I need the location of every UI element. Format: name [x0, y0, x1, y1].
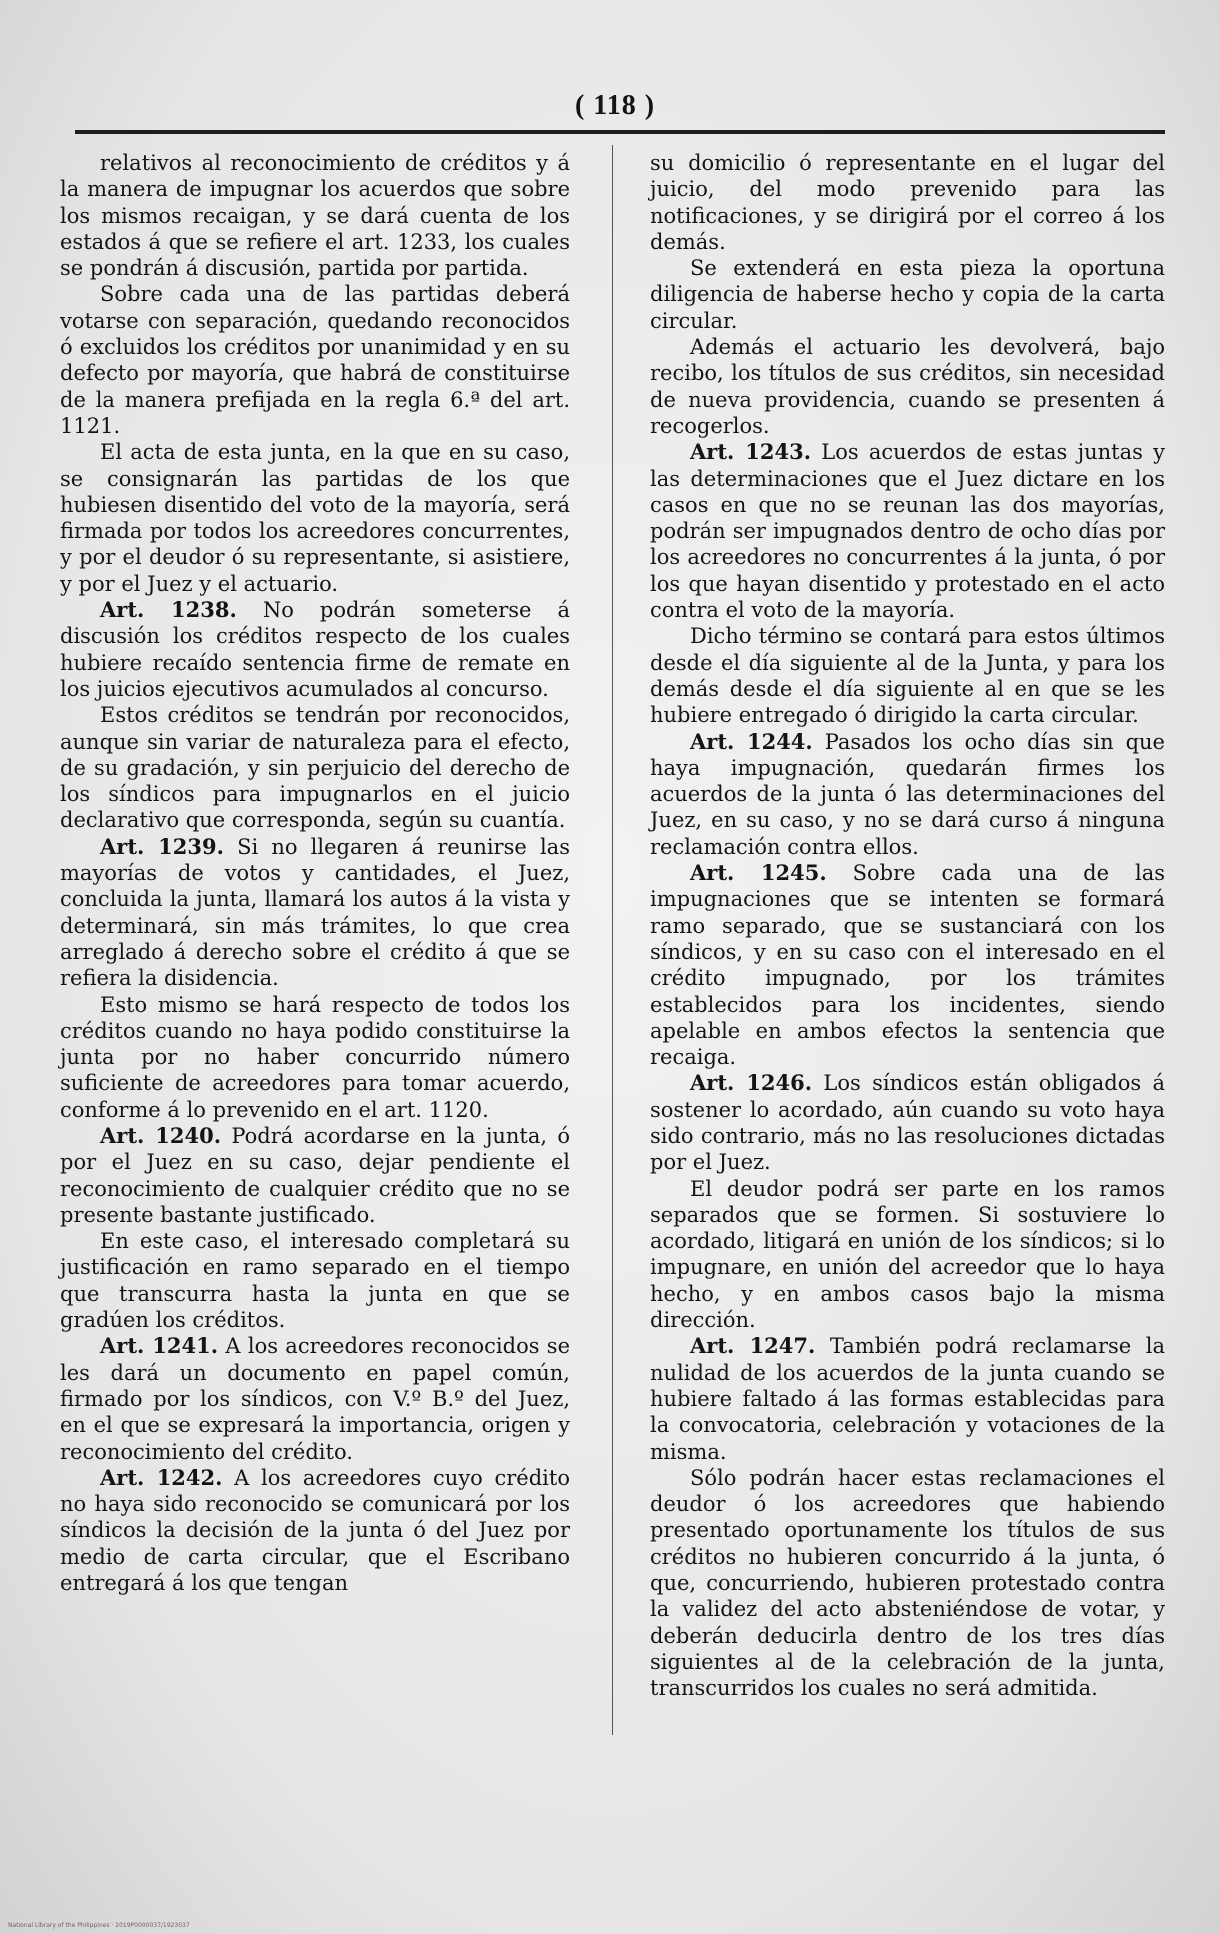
paragraph — [650, 1333, 1165, 1464]
article-number: Art. 1243. — [690, 439, 812, 465]
paragraph-text: Estos créditos se tendrán por reconocidos, aunque sin variar de naturaleza para el efecto, de su gradación, y sin perjuicio del derecho de los síndicos para impugnarlos en el juicio declarativo que corresponda, según su cuantía. — [60, 703, 570, 833]
paragraph — [650, 1465, 1165, 1702]
header-rule — [75, 130, 1165, 134]
paragraph-text: Dicho término se contará para estos últimos desde el día siguiente al de la Junta, y para los demás desde el día siguiente al en que se les hubiere entregado ó dirigido la carta circular. — [650, 624, 1165, 728]
paragraph-text: El deudor podrá ser parte en los ramos separados que se formen. Si sostuviere lo acordado, litigará en unión de los síndicos; si lo impugnare, en unión del acreedor que lo haya hecho, y en ambos casos bajo la misma dirección. — [650, 1176, 1165, 1333]
page-header — [70, 88, 1160, 128]
article-number: Art. 1242. — [100, 1464, 223, 1490]
paragraph — [60, 1465, 570, 1596]
paragraph-text: A los acreedores reconocidos se les dará un documento en papel común, firmado por los síndicos, con V.º B.º del Juez, en el que se expresará la importancia, origen y reconocimiento del crédito. — [60, 1334, 570, 1464]
article-number: Art. 1244. — [690, 728, 813, 754]
paragraph — [650, 623, 1165, 728]
paragraph-text: También podrá reclamarse la nulidad de los acuerdos de la junta cuando se hubiere faltado á las formas establecidas para la convocatoria, celebración y votaciones de la misma. — [650, 1334, 1165, 1464]
paragraph-text: Sobre cada una de las impugnaciones que se intenten se formará ramo separado, que se sustanciará con los síndicos, y en su caso con el interesado en el crédito impugnado, por los trámites establecidos para los incidentes, siendo apelable en ambos efectos la sentencia que recaiga. — [650, 861, 1165, 1070]
paragraph — [60, 992, 570, 1123]
article-number: Art. 1247. — [690, 1333, 816, 1359]
column-divider — [612, 145, 613, 1735]
page-number: ( 118 ) — [574, 90, 656, 121]
paragraph-text: No podrán someterse á discusión los créditos respecto de los cuales hubiere recaído sentencia firme de remate en los juicios ejecutivos acumulados al concurso. — [60, 598, 570, 701]
paragraph — [60, 702, 570, 833]
paragraph — [60, 1333, 570, 1464]
paragraph — [60, 1123, 570, 1228]
article-number: Art. 1238. — [100, 597, 237, 623]
paragraph-text: Sobre cada una de las partidas deberá votarse con separación, quedando reconocidos ó excluidos los créditos por unanimidad y en su defecto por mayoría, que habrá de constituirse de la manera prefijada en la regla 6.ª del art. 1121. — [60, 282, 570, 438]
paragraph-text: Pasados los ocho días sin que haya impugnación, quedarán firmes los acuerdos de la junta ó las determinaciones del Juez, en su caso, y no se dará curso á ninguna reclamación contra ellos. — [650, 729, 1165, 859]
paragraph — [60, 834, 570, 992]
paragraph-text: Esto mismo se hará respecto de todos los créditos cuando no haya podido constituirse la junta por no haber concurrido número suficiente de acreedores para tomar acuerdo, conforme á lo prevenido en el art. 1120. — [60, 992, 570, 1122]
paragraph — [650, 860, 1165, 1070]
paragraph — [650, 439, 1165, 623]
paragraph-text: En este caso, el interesado completará su justificación en ramo separado en el tiempo que transcurra hasta la junta en que se gradúen los créditos. — [60, 1229, 570, 1333]
left-column — [60, 150, 570, 1596]
paragraph — [60, 439, 570, 597]
paragraph — [650, 334, 1165, 439]
article-number: Art. 1239. — [100, 833, 224, 859]
paragraph — [60, 1228, 570, 1333]
article-number: Art. 1241. — [100, 1333, 219, 1359]
paragraph — [60, 281, 570, 439]
paragraph — [650, 255, 1165, 334]
article-number: Art. 1245. — [690, 860, 827, 886]
footer-credit: National Library of the Philippines · 2019P0000037/1923037 — [8, 1922, 190, 1929]
paragraph-text: Se extenderá en esta pieza la oportuna diligencia de haberse hecho y copia de la carta circular. — [650, 256, 1165, 333]
paragraph-text: Además el actuario les devolverá, bajo recibo, los títulos de sus créditos, sin necesidad de nueva providencia, cuando se presenten á recogerlos. — [650, 335, 1165, 438]
paragraph-text: Los síndicos están obligados á sostener lo acordado, aún cuando su voto haya sido contrario, más no las resoluciones dictadas por el Juez. — [650, 1071, 1165, 1175]
article-number: Art. 1246. — [690, 1070, 813, 1096]
paragraph — [60, 597, 570, 702]
paragraph — [650, 1070, 1165, 1175]
paragraph — [650, 729, 1165, 860]
paragraph-text: Los acuerdos de estas juntas y las determinaciones que el Juez dictare en los casos en que no se reunan las dos mayorías, podrán ser impugnados dentro de ocho días por los acreedores no concurrentes á la junta, ó por los que hayan disentido y protestado en el acto contra el voto de la mayoría. — [650, 440, 1165, 623]
paragraph-text: Podrá acordarse en la junta, ó por el Juez en su caso, dejar pendiente el reconocimiento de cualquier crédito que no se presente bastante justificado. — [60, 1123, 570, 1227]
paragraph-text: Sólo podrán hacer estas reclamaciones el deudor ó los acreedores que habiendo presentado oportunamente los títulos de sus créditos no hubieren concurrido á la junta, ó que, concurriendo, hubieren protestado contra la validez del acto absteniéndose de votar, y deberán deducirla dentro de los tres días siguientes al de la celebración de la junta, transcurridos los cuales no será admitida. — [650, 1465, 1165, 1701]
paragraph — [650, 1176, 1165, 1334]
paragraph-text: A los acreedores cuyo crédito no haya sido reconocido se comunicará por los síndicos la decisión de la junta ó del Juez por medio de carta circular, que el Escribano entregará á los que tengan — [60, 1465, 570, 1596]
paragraph-text: Si no llegaren á reunirse las mayorías de votos y cantidades, el Juez, concluida la junta, llamará los autos á la vista y determinará, sin más trámites, lo que crea arreglado á derecho sobre el crédito á que se refiera la disidencia. — [60, 834, 570, 991]
right-column — [650, 150, 1165, 1702]
article-number: Art. 1240. — [100, 1122, 222, 1148]
paragraph — [650, 150, 1165, 255]
paragraph-text: El acta de esta junta, en la que en su caso, se consignarán las partidas de los que hubiesen disentido del voto de la mayoría, será firmada por todos los acreedores concurrentes, y por el deudor ó su representante, si asistiere, y por el Juez y el actuario. — [60, 440, 570, 596]
paragraph — [60, 150, 570, 281]
paragraph-text: su domicilio ó representante en el lugar del juicio, del modo prevenido para las notificaciones, y se dirigirá por el correo á los demás. — [650, 151, 1165, 254]
paragraph-text: relativos al reconocimiento de créditos y á la manera de impugnar los acuerdos que sobre los mismos recaigan, y se dará cuenta de los estados á que se refiere el art. 1233, los cuales se pondrán á discusión, partida por partida. — [60, 151, 570, 281]
